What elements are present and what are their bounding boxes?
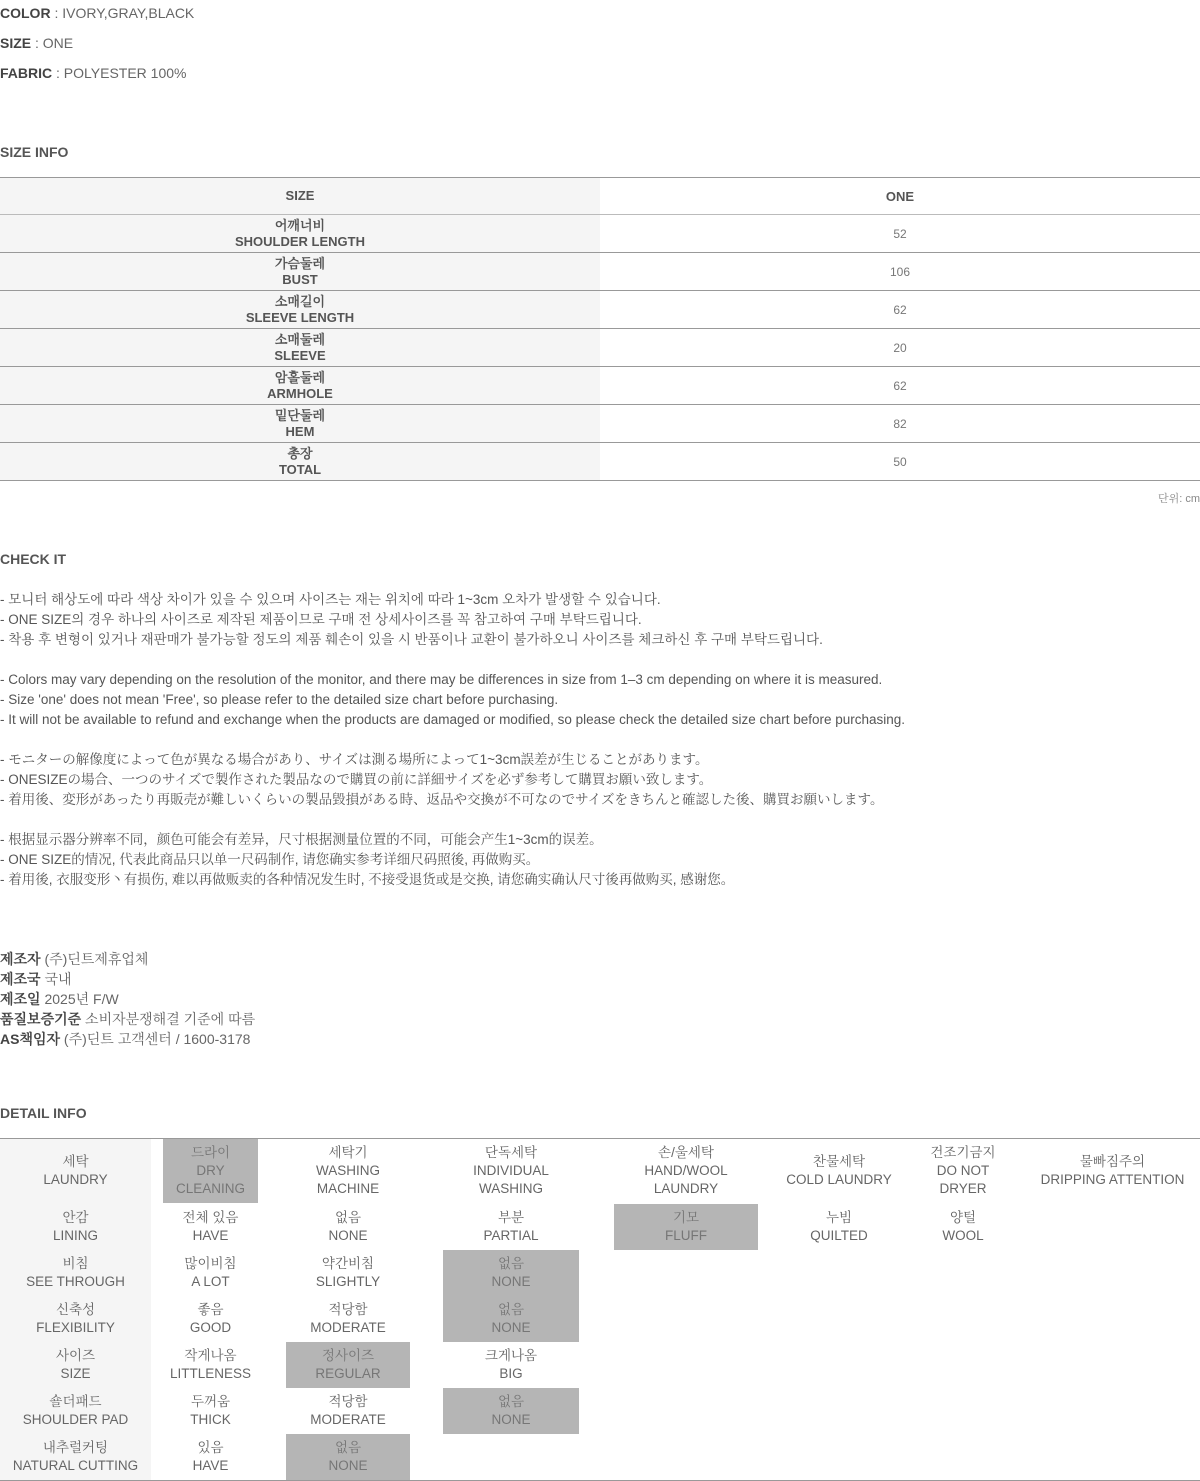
note-gap (0, 730, 905, 750)
detail-option-line: WOOL (942, 1228, 984, 1243)
size-row-value: 50 (893, 454, 907, 469)
detail-option (912, 1139, 1014, 1203)
size-row-label (0, 215, 600, 252)
detail-option-selected (286, 1434, 410, 1480)
detail-option (286, 1296, 410, 1342)
detail-option-line: 있음 (197, 1440, 224, 1455)
detail-option (443, 1139, 579, 1203)
size-table-header (0, 178, 1200, 215)
detail-option-line: 많이비침 (184, 1256, 237, 1271)
detail-option (163, 1388, 258, 1434)
size-row (0, 367, 1200, 405)
size-row (0, 405, 1200, 443)
detail-option-line: INDIVIDUAL WASHING (473, 1163, 549, 1196)
detail-row-label (0, 1139, 151, 1203)
maker-value: (주)딘트제휴업체 (40, 951, 149, 967)
size-label-ko: 총장 (287, 445, 313, 461)
detail-option-line: 좋음 (197, 1302, 224, 1317)
maker-line (0, 969, 255, 989)
detail-label-line: SHOULDER PAD (22, 1412, 129, 1427)
detail-option-selected (614, 1204, 758, 1250)
detail-option-line: 작게나옴 (184, 1348, 237, 1363)
size-row-label (0, 253, 600, 290)
detail-option (784, 1139, 894, 1203)
size-header-label: SIZE (0, 178, 600, 214)
detail-option-selected (286, 1342, 410, 1388)
note-line: - モニターの解像度によって色が異なる場合があり、サイズは測る場所によって1~3cm誤差が生じることがあります。 (0, 752, 709, 767)
size-row-value: 82 (893, 416, 907, 431)
maker-info (0, 949, 255, 1049)
detail-option-line: DRIPPING ATTENTION (1040, 1172, 1185, 1187)
detail-label-line: SEE THROUGH (26, 1274, 125, 1289)
detail-option-line: 건조기금지 (930, 1145, 996, 1160)
detail-option-line: COLD LAUNDRY (786, 1172, 892, 1187)
maker-label: 품질보증기준 (0, 1011, 82, 1027)
maker-label: 제조자 (0, 951, 41, 967)
detail-row-label (0, 1296, 151, 1342)
detail-row-label (0, 1250, 151, 1296)
maker-line (0, 1029, 255, 1049)
detail-option-line: FLUFF (665, 1228, 707, 1243)
size-row-value: 106 (889, 264, 911, 279)
size-row (0, 443, 1200, 481)
note-gap (0, 810, 905, 830)
detail-option-line: NONE (328, 1458, 368, 1473)
detail-option-line: A LOT (191, 1274, 230, 1289)
unit-label: 단위: cm (1157, 493, 1200, 505)
size-label-ko: 밑단둘레 (274, 407, 326, 423)
detail-row-label (0, 1388, 151, 1434)
maker-label: 제조일 (0, 991, 41, 1007)
detail-option-line: 없음 (497, 1394, 525, 1409)
detail-option (286, 1388, 410, 1434)
detail-option-line: 없음 (497, 1302, 525, 1317)
size-row-value: 62 (893, 302, 907, 317)
detail-option (784, 1204, 894, 1250)
maker-line (0, 989, 255, 1009)
detail-row-label (0, 1434, 151, 1480)
check-it-title: CHECK IT (0, 551, 67, 567)
detail-label-line: LINING (52, 1228, 98, 1243)
size-label-ko: 어깨너비 (274, 217, 326, 233)
detail-label-line: 안감 (62, 1210, 89, 1225)
detail-option (163, 1342, 258, 1388)
detail-option-line: 크게나옴 (484, 1348, 538, 1363)
detail-option-line: WASHING MACHINE (316, 1163, 380, 1196)
maker-line (0, 1009, 255, 1029)
detail-label-line: NATURAL CUTTING (12, 1458, 139, 1473)
size-label-en: SLEEVE (274, 347, 326, 363)
detail-label-line: 세탁 (62, 1154, 89, 1169)
detail-option-line: 두꺼움 (190, 1394, 231, 1409)
size-label-en: TOTAL (278, 461, 322, 477)
detail-row-label (0, 1342, 151, 1388)
check-it-notes (0, 590, 905, 890)
note-line: - 着用後, 衣服变形丶有损伤, 难以再做贩卖的各种情况发生时, 不接受退货或是交换, 请您确实确认尺寸後再做购买, 感谢您。 (0, 872, 735, 887)
detail-option-selected (443, 1250, 579, 1296)
detail-option-line: HAVE (192, 1228, 229, 1243)
detail-option (163, 1250, 258, 1296)
detail-option-line: 부분 (497, 1210, 525, 1225)
detail-option-line: THICK (190, 1412, 231, 1427)
detail-option-selected (163, 1139, 258, 1203)
size-row (0, 253, 1200, 291)
detail-option (286, 1204, 410, 1250)
size-row-value: 20 (893, 340, 907, 355)
detail-option-line: 물빠짐주의 (1079, 1154, 1146, 1169)
detail-option (163, 1296, 258, 1342)
size-label-ko: 가슴둘레 (274, 255, 326, 271)
detail-option-line: PARTIAL (483, 1228, 539, 1243)
maker-value: (주)딘트 고객센터 / 1600-3178 (60, 1031, 251, 1047)
detail-label-line: SIZE (60, 1366, 91, 1381)
detail-option-line: 정사이즈 (321, 1348, 375, 1363)
detail-option-line: NONE (328, 1228, 368, 1243)
detail-option-line: 없음 (334, 1440, 362, 1455)
detail-option (443, 1204, 579, 1250)
detail-option (163, 1204, 258, 1250)
note-line: - 착용 후 변형이 있거나 재판매가 불가능할 정도의 제품 훼손이 있을 시 반품이나 교환이 불가하오니 사이즈를 체크하신 후 구매 부탁드립니다. (0, 632, 823, 647)
detail-option-line: CLEANING (175, 1181, 246, 1196)
detail-option-line: DRY (196, 1163, 225, 1178)
size-table (0, 177, 1200, 481)
detail-option-line: 드라이 (190, 1145, 231, 1160)
note-line: - 모니터 해상도에 따라 색상 차이가 있을 수 있으며 사이즈는 재는 위치에 따라 1~3cm 오차가 발생할 수 있습니다. (0, 592, 661, 607)
detail-label-line: FLEXIBILITY (36, 1320, 115, 1335)
detail-label-line: 사이즈 (55, 1348, 96, 1363)
note-gap (0, 650, 905, 670)
detail-option-line: 찬물세탁 (812, 1154, 866, 1169)
detail-option-line: BIG (499, 1366, 523, 1381)
size-label-en: SHOULDER LENGTH (235, 233, 365, 249)
size-header-value: ONE (885, 188, 915, 204)
size-row (0, 329, 1200, 367)
spec-fabric: FABRIC : POLYESTER 100% (0, 65, 187, 81)
detail-option-line: MODERATE (310, 1412, 386, 1427)
detail-option-line: 없음 (334, 1210, 362, 1225)
note-line: - 着用後、変形があったり再販売が難しいくらいの製品毀損がある時、返品や交換が不可なのでサイズをきちんと確認した後、購買お願いします。 (0, 792, 884, 807)
detail-option-line: 약간비침 (321, 1256, 375, 1271)
size-label-ko: 소매둘레 (274, 331, 326, 347)
size-label-en: BUST (282, 271, 318, 287)
spec-size: SIZE : ONE (0, 35, 74, 51)
detail-option-line: 단독세탁 (484, 1145, 538, 1160)
detail-option-line: 적당함 (328, 1394, 368, 1409)
detail-option-line: HAVE (192, 1458, 229, 1473)
detail-option (163, 1434, 258, 1480)
size-label-ko: 암홀둘레 (274, 369, 326, 385)
detail-row-label (0, 1204, 151, 1250)
size-label-en: HEM (285, 423, 315, 439)
maker-value: 국내 (40, 971, 72, 987)
maker-label: 제조국 (0, 971, 41, 987)
detail-option-selected (443, 1296, 579, 1342)
detail-option-line: 양털 (949, 1210, 977, 1225)
detail-option-line: NONE (491, 1274, 531, 1289)
detail-option-line: REGULAR (315, 1366, 381, 1381)
detail-label-line: 내추럴커팅 (42, 1440, 109, 1455)
detail-option-line: 손/울세탁 (658, 1145, 714, 1160)
detail-option (912, 1204, 1014, 1250)
detail-option (443, 1342, 579, 1388)
detail-option (286, 1139, 410, 1203)
size-row-label (0, 443, 600, 480)
detail-info-grid (0, 1138, 1200, 1481)
detail-option-line: DO NOT DRYER (936, 1163, 990, 1196)
detail-option-line: GOOD (189, 1320, 232, 1335)
detail-option-selected (443, 1388, 579, 1434)
detail-option-line: QUILTED (810, 1228, 868, 1243)
note-line: - ONE SIZE의 경우 하나의 사이즈로 제작된 제품이므로 구매 전 상세사이즈를 꼭 참고하여 구매 부탁드립니다. (0, 612, 642, 627)
detail-option (614, 1139, 758, 1203)
detail-option-line: MODERATE (310, 1320, 386, 1335)
detail-option-line: 전체 있음 (182, 1210, 239, 1225)
size-row-value: 62 (893, 378, 907, 393)
note-line: - Colors may vary depending on the resolution of the monitor, and there may be differences in size from 1–3 cm depending on where it is measured. (0, 672, 883, 687)
maker-label: AS책임자 (0, 1031, 61, 1047)
maker-value: 2025년 F/W (40, 991, 119, 1007)
detail-option-line: HAND/WOOL LAUNDRY (644, 1163, 728, 1196)
size-row (0, 215, 1200, 253)
detail-option-line: NONE (491, 1320, 531, 1335)
size-row-label (0, 367, 600, 404)
maker-line (0, 949, 255, 969)
detail-option-line: NONE (491, 1412, 531, 1427)
size-label-en: SLEEVE LENGTH (245, 309, 355, 325)
size-row-label (0, 329, 600, 366)
size-label-en: ARMHOLE (267, 385, 333, 401)
size-info-title: SIZE INFO (0, 144, 69, 160)
detail-option-line: SLIGHTLY (315, 1274, 381, 1289)
maker-value: 소비자분쟁해결 기준에 따름 (81, 1011, 256, 1027)
note-line: - 根据显示器分辨率不同，颜色可能会有差异，尺寸根据测量位置的不同，可能会产生1~3cm的误差。 (0, 832, 603, 847)
spec-color: COLOR : IVORY,GRAY,BLACK (0, 5, 195, 21)
detail-option-line: 세탁기 (328, 1145, 368, 1160)
note-line: - ONE SIZE的情况, 代表此商品只以单一尺码制作, 请您确实参考详细尺码照後, 再做购买。 (0, 852, 540, 867)
size-row (0, 291, 1200, 329)
note-line: - Size 'one' does not mean 'Free', so please refer to the detailed size chart before purchasing. (0, 692, 559, 707)
size-row-label (0, 291, 600, 328)
note-line: - ONESIZEの場合、一つのサイズで製作された製品なので購買の前に詳細サイズを必ず参考して購買お願い致します。 (0, 772, 713, 787)
size-row-label (0, 405, 600, 442)
size-row-value: 52 (893, 226, 907, 241)
detail-option-line: 적당함 (328, 1302, 368, 1317)
detail-label-line: 신축성 (55, 1302, 96, 1317)
detail-label-line: 비침 (62, 1256, 89, 1271)
detail-option-line: 없음 (497, 1256, 525, 1271)
detail-option-line: LITTLENESS (169, 1366, 252, 1381)
detail-label-line: 숄더패드 (49, 1394, 102, 1409)
detail-option-line: 기모 (672, 1210, 700, 1225)
detail-label-line: LAUNDRY (43, 1172, 108, 1187)
detail-info-title: DETAIL INFO (0, 1105, 87, 1121)
detail-option-line: 누빔 (825, 1210, 853, 1225)
note-line: - It will not be available to refund and exchange when the products are damaged or modified, so please check the detailed size chart before purchasing. (0, 712, 906, 727)
size-label-ko: 소매길이 (274, 293, 326, 309)
detail-option (1030, 1139, 1195, 1203)
detail-option (286, 1250, 410, 1296)
